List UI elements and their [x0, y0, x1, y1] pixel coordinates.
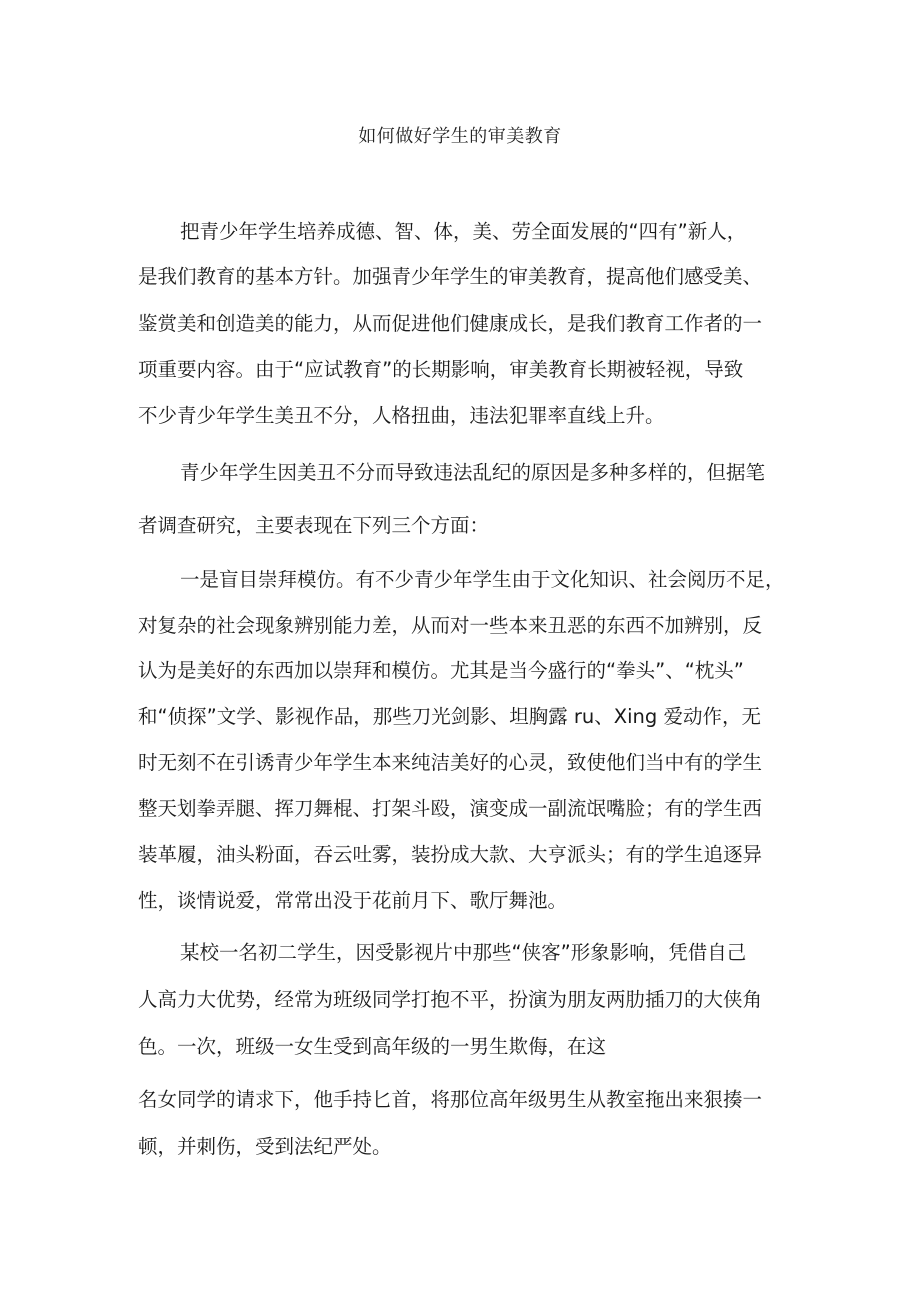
paragraph-4-line-4: 名女同学的请求下，他手持匕首，将那位高年级男生从教室拖出来狠揍一	[138, 1088, 763, 1111]
document-title: 如何做好学生的审美教育	[358, 126, 562, 147]
paragraph-1-line-5: 不少青少年学生美丑不分，人格扭曲，违法犯罪率直线上升。	[138, 404, 665, 427]
paragraph-3-line-7: 装革履，油头粉面，吞云吐雾，装扮成大款、大亨派头；有的学生追逐异	[138, 843, 763, 866]
paragraph-4-line-2: 人高力大优势，经常为班级同学打抱不平，扮演为朋友两肋插刀的大侠角	[138, 988, 763, 1011]
paragraph-4-line-5: 顿，并刺伤，受到法纪严处。	[138, 1135, 392, 1158]
paragraph-3-line-8: 性，谈情说爱，常常出没于花前月下、歌厅舞池。	[138, 889, 568, 912]
paragraph-2-line-2: 者调查研究，主要表现在下列三个方面：	[138, 514, 490, 537]
paragraph-3-line-6: 整天划拳弄腿、挥刀舞棍、打架斗殴，演变成一副流氓嘴脸；有的学生西	[138, 797, 763, 820]
paragraph-3-line-4: 和“侦探”文学、影视作品，那些刀光剑影、坦胸露 ru、Xing 爱动作，无	[138, 705, 761, 728]
paragraph-4-line-3: 色。一次，班级一女生受到高年级的一男生欺侮，在这	[138, 1035, 607, 1058]
paragraph-3-line-1: 一是盲目崇拜模仿。有不少青少年学生由于文化知识、社会阅历不足，	[180, 568, 785, 591]
paragraph-1-line-2: 是我们教育的基本方针。加强青少年学生的审美教育，提高他们感受美、	[138, 265, 763, 288]
paragraph-1-line-4: 项重要内容。由于“应试教育”的长期影响，审美教育长期被轻视，导致	[138, 358, 744, 381]
paragraph-1-line-1: 把青少年学生培养成德、智、体，美、劳全面发展的“四有”新人，	[180, 220, 747, 243]
paragraph-4-line-1: 某校一名初二学生，因受影视片中那些“侠客”形象影响，凭借自己	[180, 941, 747, 964]
paragraph-1-line-3: 鉴赏美和创造美的能力，从而促进他们健康成长，是我们教育工作者的一	[138, 312, 763, 335]
paragraph-3-line-2: 对复杂的社会现象辨别能力差，从而对一些本来丑恶的东西不加辨别，反	[138, 614, 763, 637]
paragraph-2-line-1: 青少年学生因美丑不分而导致违法乱纪的原因是多种多样的，但据笔	[180, 461, 766, 484]
paragraph-3-line-3: 认为是美好的东西加以崇拜和模仿。尤其是当今盛行的“拳头”、“枕头”	[138, 659, 744, 682]
paragraph-3-line-5: 时无刻不在引诱青少年学生本来纯洁美好的心灵，致使他们当中有的学生	[138, 751, 763, 774]
